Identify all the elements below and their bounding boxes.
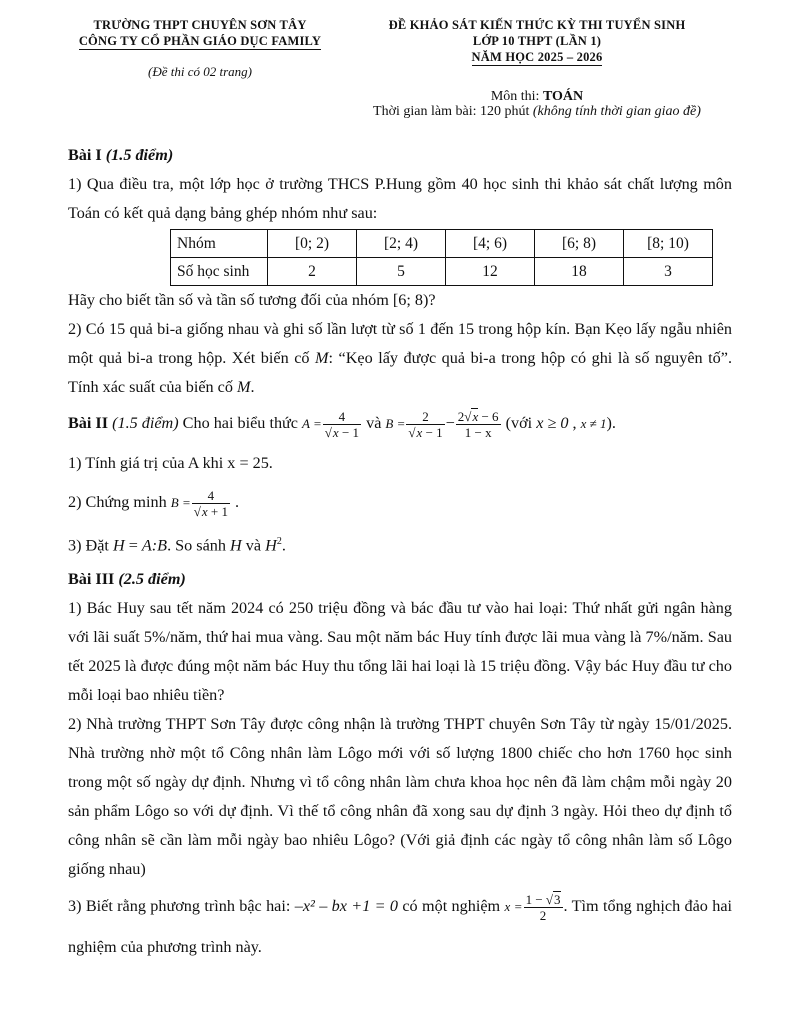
table-row xyxy=(171,230,713,258)
exam-grade: LỚP 10 THPT (LẦN 1) xyxy=(472,34,602,48)
table-cell: 3 xyxy=(624,258,713,286)
section-1-q1: 1) Qua điều tra, một lớp học ở trường THCS P.Hung gồm 40 học sinh thi khảo sát chất lượng môn Toán có kết quả dạng bảng ghép nhóm như sau: xyxy=(68,175,732,222)
subject-label: Môn thi: xyxy=(490,89,540,104)
section-1-q2: 2) Có 15 quả bi-a giống nhau và ghi số lần lượt từ số 1 đến 15 trong hộp kín. Bạn Kẹo lấy ngẫu nhiên một quả bi-a trong hộp. Xét biến cố M: “Kẹo lấy được quả bi-a trong hộp có ghi là số nguyên tố”. Tính xác suất của biến cố M. xyxy=(68,320,732,396)
section-3-q2: 2) Nhà trường THPT Sơn Tây được công nhận là trường THPT chuyên Sơn Tây từ ngày 15/01/2025. Nhà trường nhờ một tổ Công nhân làm Lôgo mới với số lượng 1800 chiếc cho hơn 1760 học sinh trong một số ngày dự định. Nhưng vì tổ công nhân làm chưa khoa học nên đã làm chậm mỗi ngày 20 sản phẩm Lôgo so với dự định. Vì thế tổ công nhân đã xong sau dự định 3 ngày. Hỏi theo dự định tổ công nhân sẽ cần làm mỗi ngày bao nhiêu Lôgo? (Với giả định các ngày tổ công nhân làm số Lôgo giống nhau) xyxy=(68,715,732,879)
time-note: (không tính thời gian giao đề) xyxy=(532,104,701,119)
table-cell: 2 xyxy=(268,258,357,286)
table-row xyxy=(171,258,713,286)
table-cell: 5 xyxy=(357,258,446,286)
table-header-cell: Nhóm xyxy=(171,230,268,258)
time-line xyxy=(340,104,734,120)
section-2-intro: Bài II (1.5 điểm) Cho hai biểu thức A = $\frac{4}{√x - 1}$ và B = $\frac{2}{√x - 1}$ − $\frac{2√x - 6}{1 - x}$ (với x ≥ 0 , x ≠ 1). xyxy=(68,408,616,440)
table-header-cell: Số học sinh xyxy=(171,258,268,286)
fraction-b2: $\frac{2√x - 6}{1 - x}$ xyxy=(457,408,499,440)
grouped-data-table xyxy=(170,229,713,286)
fraction-root: $\frac{1 - √3}{2}$ xyxy=(525,892,561,924)
fraction-b-proof: $\frac{4}{√x + 1}$ xyxy=(193,487,228,519)
subject-line xyxy=(352,89,722,105)
school-name: TRƯỜNG THPT CHUYÊN SƠN TÂY xyxy=(93,18,307,32)
exam-body xyxy=(68,141,732,967)
section-2-points: (1.5 điểm) xyxy=(112,414,179,432)
header-left xyxy=(68,17,332,50)
section-3-q1: 1) Bác Huy sau tết năm 2024 có 250 triệu đồng và bác đầu tư vào hai loại: Thứ nhất gửi ngân hàng với lãi suất 5%/năm, thứ hai mua vàng. Sau một năm bác Huy tính được lãi mua vàng là 7%/năm. Sau tết 2025 là được đúng một năm bác Huy thu tổng lãi hai loại là 15 triệu đồng. Vậy bác Huy đầu tư cho mỗi loại bao nhiêu tiền? xyxy=(68,599,732,705)
section-2-title: Bài II xyxy=(68,414,109,432)
header-right xyxy=(352,17,722,66)
table-cell: 18 xyxy=(535,258,624,286)
table-cell: [6; 8) xyxy=(535,230,624,258)
company-name: CÔNG TY CỔ PHẦN GIÁO DỤC FAMILY xyxy=(78,34,322,48)
table-cell: [8; 10) xyxy=(624,230,713,258)
table-cell: 12 xyxy=(446,258,535,286)
exam-title: ĐỀ KHẢO SÁT KIẾN THỨC KỲ THI TUYỂN SINH xyxy=(388,18,686,32)
section-1-title: Bài I (1.5 điểm) xyxy=(68,146,174,164)
section-3-q3: 3) Biết rằng phương trình bậc hai: –x² – bx +1 = 0 có một nghiệm x = $\frac{1 - √3}{2}$ . Tìm tổng nghịch đảo hai nghiệm của phương trình này. xyxy=(68,892,733,957)
table-cell: [0; 2) xyxy=(268,230,357,258)
section-1-q1-question: Hãy cho biết tần số và tần số tương đối của nhóm [6; 8)? xyxy=(68,291,436,309)
fraction-b1: $\frac{2}{√x - 1}$ xyxy=(408,408,443,440)
school-year: NĂM HỌC 2025 – 2026 xyxy=(471,50,603,64)
section-3-title: Bài III (2.5 điểm) xyxy=(68,570,186,589)
fraction-a: $\frac{4}{√x - 1}$ xyxy=(324,408,360,440)
subject-value: TOÁN xyxy=(542,89,584,104)
time-label: Thời gian làm bài: 120 phút xyxy=(373,104,530,119)
section-2-q3: 3) Đặt H = A:B. So sánh H và $H^2$. xyxy=(68,536,286,555)
table-cell: [2; 4) xyxy=(357,230,446,258)
table-cell: [4; 6) xyxy=(446,230,535,258)
section-2-q1: 1) Tính giá trị của A khi x = 25. xyxy=(68,454,273,472)
section-2-q2: 2) Chứng minh B = $\frac{4}{√x + 1}$ . xyxy=(68,487,240,519)
pages-note: (Đề thi có 02 trang) xyxy=(148,64,252,79)
